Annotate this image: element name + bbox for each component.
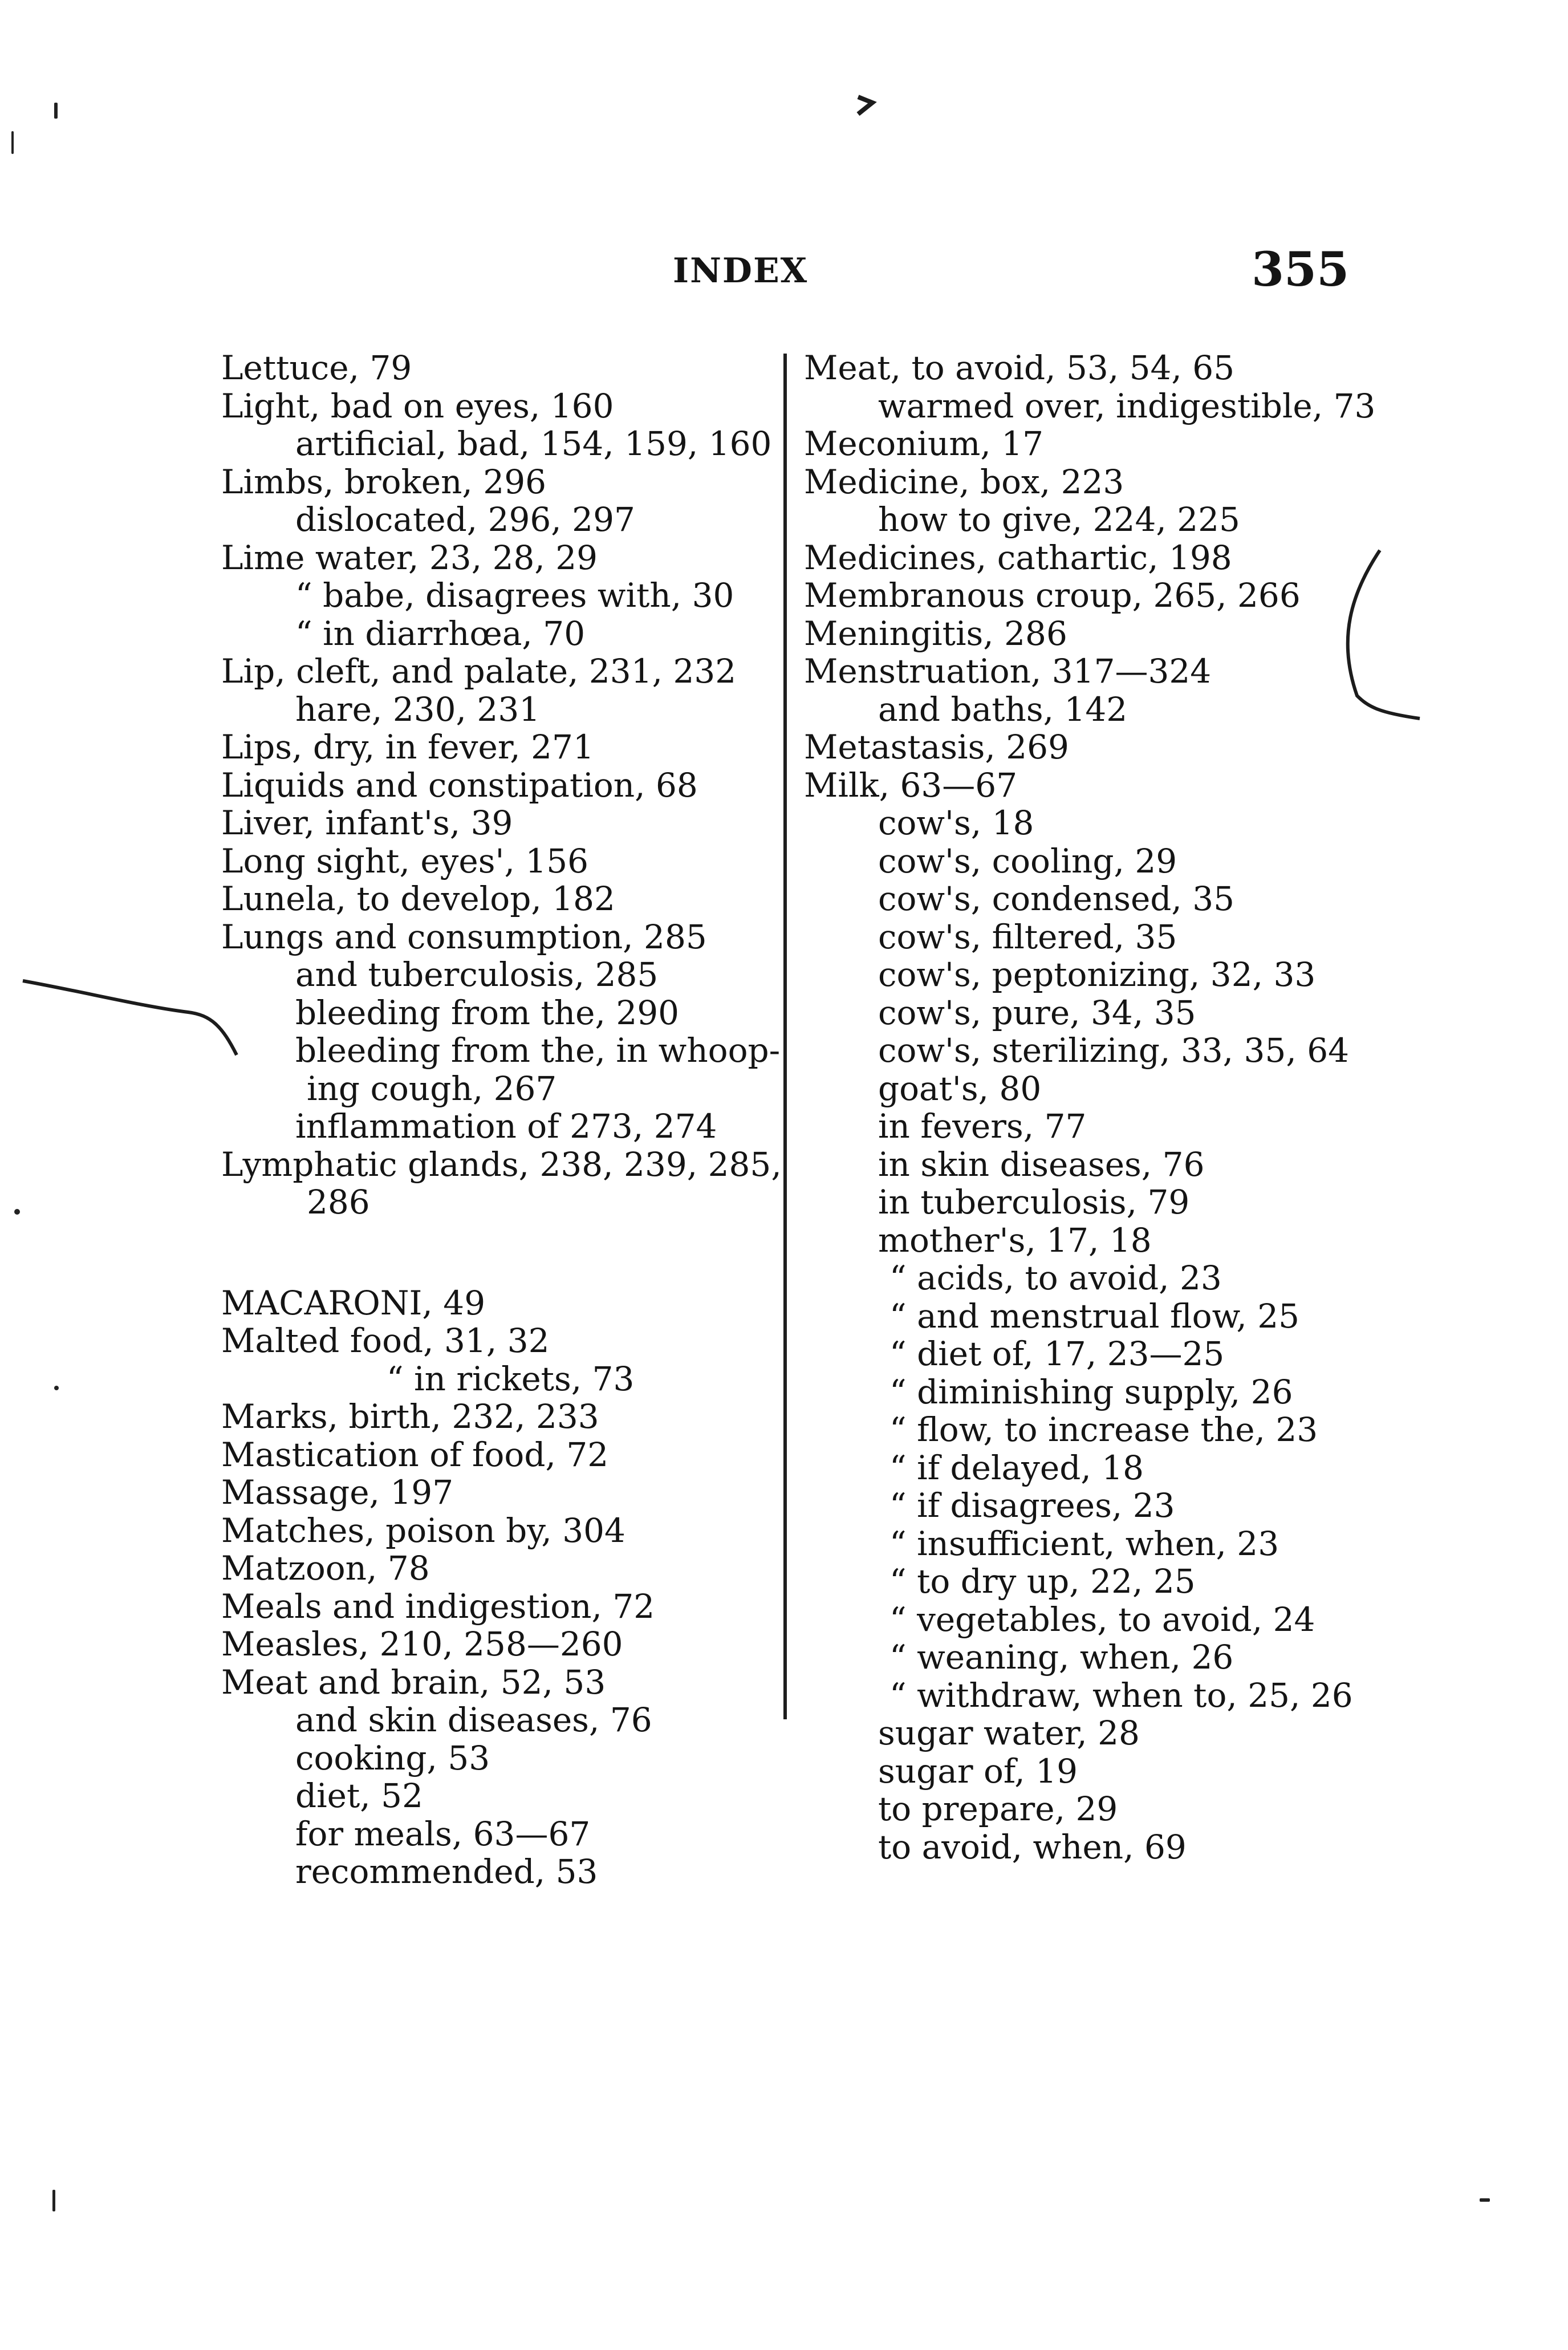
index-subentry: and tuberculosis, 285 (295, 955, 659, 994)
index-subentry: cow's, sterilizing, 33, 35, 64 (878, 1031, 1350, 1070)
index-entry: MACARONI, 49 (221, 1283, 486, 1322)
index-entry: Marks, birth, 232, 233 (221, 1397, 599, 1436)
index-subentry: “ in rickets, 73 (387, 1359, 635, 1398)
index-entry: Mastication of food, 72 (221, 1435, 609, 1474)
index-entry: Lunela, to develop, 182 (221, 879, 615, 918)
index-entry: Matches, poison by, 304 (221, 1511, 625, 1550)
index-subentry: goat's, 80 (878, 1069, 1042, 1108)
index-subentry: recommended, 53 (295, 1852, 598, 1891)
index-entry: Lime water, 23, 28, 29 (221, 538, 598, 577)
index-entry: Lymphatic glands, 238, 239, 285, (221, 1144, 782, 1184)
index-subentry: diet, 52 (295, 1776, 423, 1815)
pencil-line-left-margin (23, 981, 237, 1055)
index-subentry: artificial, bad, 154, 159, 160 (295, 424, 772, 463)
index-entry: Metastasis, 269 (804, 728, 1069, 766)
index-entry: Meat, to avoid, 53, 54, 65 (804, 348, 1235, 387)
index-subentry: cow's, 18 (878, 803, 1034, 842)
index-entry: Medicines, cathartic, 198 (804, 538, 1232, 577)
index-subentry: “ weaning, when, 26 (889, 1638, 1234, 1677)
index-subentry: bleeding from the, in whoop- (295, 1031, 781, 1070)
index-subentry: for meals, 63—67 (295, 1814, 591, 1853)
index-subentry: “ acids, to avoid, 23 (889, 1259, 1222, 1297)
index-entry: Lungs and consumption, 285 (221, 917, 707, 956)
index-subentry: 286 (307, 1183, 370, 1221)
index-subentry: bleeding from the, 290 (295, 993, 680, 1032)
index-entry: Liver, infant's, 39 (221, 803, 513, 842)
margin-speck (1480, 2198, 1490, 2202)
index-subentry: “ insufficient, when, 23 (889, 1524, 1279, 1563)
index-subentry: cow's, peptonizing, 32, 33 (878, 955, 1316, 994)
index-entry: Limbs, broken, 296 (221, 462, 547, 501)
index-entry: Meat and brain, 52, 53 (221, 1662, 606, 1702)
index-entry: Light, bad on eyes, 160 (221, 386, 614, 425)
index-entry: Lips, dry, in fever, 271 (221, 728, 594, 766)
running-header-title: INDEX (673, 251, 809, 291)
index-entry: Meals and indigestion, 72 (221, 1586, 655, 1626)
index-subentry: cow's, condensed, 35 (878, 879, 1235, 918)
index-subentry: in tuberculosis, 79 (878, 1183, 1190, 1221)
index-entry: Meconium, 17 (804, 424, 1044, 463)
index-subentry: to prepare, 29 (878, 1789, 1118, 1828)
index-entry: Long sight, eyes', 156 (221, 841, 589, 880)
index-subentry: “ flow, to increase the, 23 (889, 1410, 1318, 1449)
index-subentry: sugar water, 28 (878, 1714, 1140, 1752)
pencil-bracket-right-margin (1348, 550, 1420, 719)
index-subentry: warmed over, indigestible, 73 (878, 386, 1376, 425)
index-entry: Measles, 210, 258—260 (221, 1625, 623, 1663)
index-entry: Malted food, 31, 32 (221, 1321, 550, 1360)
index-entry: Medicine, box, 223 (804, 462, 1124, 501)
index-subentry: “ to dry up, 22, 25 (889, 1562, 1196, 1601)
index-subentry: cow's, pure, 34, 35 (878, 993, 1196, 1032)
index-subentry: and baths, 142 (878, 689, 1128, 729)
index-subentry: “ diminishing supply, 26 (889, 1372, 1293, 1411)
index-subentry: cow's, cooling, 29 (878, 841, 1177, 880)
index-subentry: inflammation of 273, 274 (295, 1107, 717, 1146)
index-subentry: in skin diseases, 76 (878, 1144, 1205, 1184)
index-entry: Meningitis, 286 (804, 614, 1067, 653)
margin-speck (52, 2190, 55, 2211)
index-subentry: to avoid, when, 69 (878, 1827, 1187, 1866)
index-subentry: cow's, filtered, 35 (878, 917, 1177, 956)
index-subentry: mother's, 17, 18 (878, 1220, 1152, 1260)
pencil-check-mark (858, 97, 872, 114)
margin-speck (54, 103, 58, 119)
index-subentry: sugar of, 19 (878, 1751, 1078, 1791)
index-entry: Liquids and constipation, 68 (221, 765, 698, 805)
index-entry: Milk, 63—67 (804, 765, 1018, 805)
margin-speck (14, 1209, 20, 1215)
index-subentry: “ in diarrhœa, 70 (295, 614, 586, 653)
index-entry: Membranous croup, 265, 266 (804, 576, 1301, 615)
index-subentry: “ and menstrual flow, 25 (889, 1296, 1300, 1336)
index-subentry: ing cough, 267 (307, 1069, 557, 1108)
index-entry: Menstruation, 317—324 (804, 652, 1212, 691)
page-number: 355 (1252, 242, 1350, 297)
index-entry: Lettuce, 79 (221, 348, 412, 387)
index-subentry: how to give, 224, 225 (878, 500, 1240, 539)
margin-speck (11, 131, 14, 154)
index-entry: Massage, 197 (221, 1473, 454, 1512)
index-subentry: in fevers, 77 (878, 1107, 1087, 1146)
index-subentry: hare, 230, 231 (295, 689, 541, 729)
index-subentry: “ vegetables, to avoid, 24 (889, 1600, 1315, 1639)
index-subentry: dislocated, 296, 297 (295, 500, 635, 539)
index-entry: Matzoon, 78 (221, 1549, 430, 1588)
index-subentry: “ diet of, 17, 23—25 (889, 1334, 1225, 1373)
index-subentry: “ if delayed, 18 (889, 1448, 1144, 1487)
index-subentry: “ withdraw, when to, 25, 26 (889, 1675, 1353, 1715)
index-entry: Lip, cleft, and palate, 231, 232 (221, 652, 737, 691)
margin-speck (54, 1386, 59, 1390)
index-subentry: “ if disagrees, 23 (889, 1486, 1175, 1525)
index-subentry: cooking, 53 (295, 1738, 490, 1777)
index-subentry: “ babe, disagrees with, 30 (295, 576, 734, 615)
index-subentry: and skin diseases, 76 (295, 1700, 652, 1739)
